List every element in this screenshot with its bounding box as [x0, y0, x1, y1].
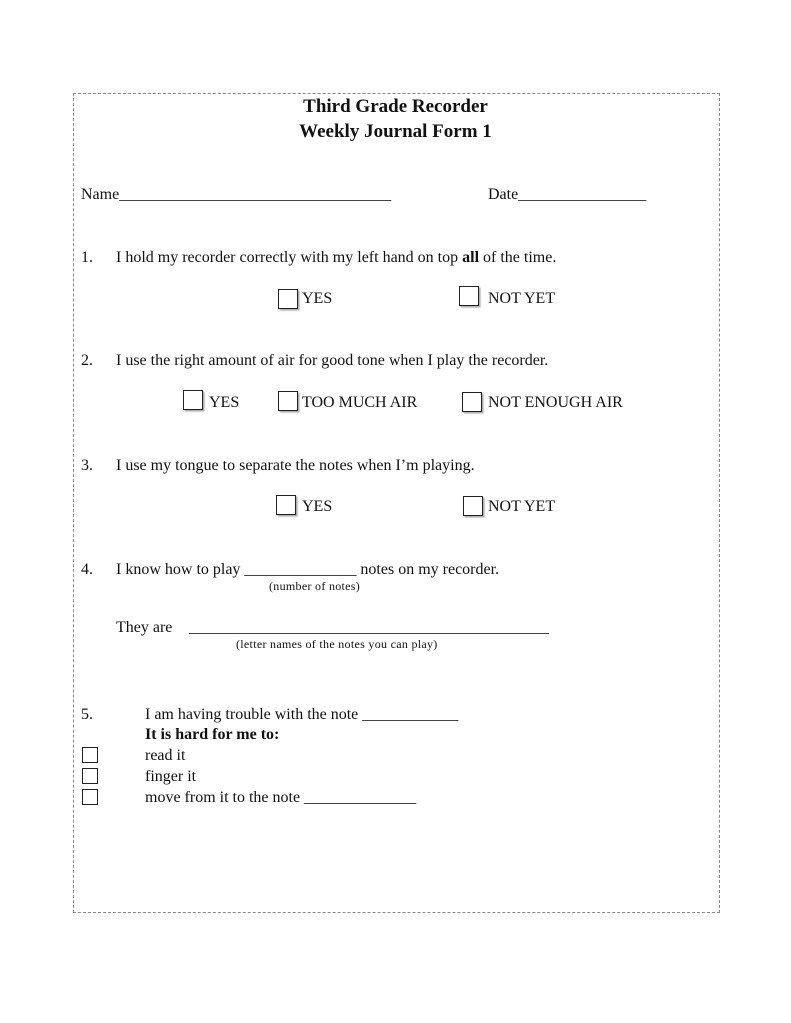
q2-yes-checkbox[interactable] [183, 390, 203, 410]
q2-too-much-air-checkbox[interactable] [278, 391, 298, 411]
name-label: Name [81, 186, 120, 203]
q5-option-finger-it: finger it [145, 768, 197, 785]
q1-text-part: I hold my recorder correctly with my left hand on top [116, 249, 463, 266]
q2-text: I use the right amount of air for good tone when I play the recorder. [116, 352, 549, 369]
q2-yes-label: YES [209, 394, 240, 411]
q5-option-move-from: move from it to the note ______________ [145, 789, 417, 806]
q2-not-enough-air-checkbox[interactable] [462, 392, 482, 412]
q3-yes-checkbox[interactable] [276, 495, 296, 515]
q2-too-much-air-label: TOO MUCH AIR [302, 394, 418, 411]
q5-text: I am having trouble with the note ____________ [145, 706, 459, 723]
q1-not-yet-checkbox[interactable] [459, 286, 479, 306]
q5-subheading: It is hard for me to: [145, 726, 280, 743]
q1-text [116, 250, 556, 266]
date-blank[interactable]: ________________ [518, 186, 647, 203]
q5-move-from-checkbox[interactable] [82, 789, 98, 805]
q1-yes-checkbox[interactable] [278, 289, 298, 309]
q3-yes-label: YES [302, 498, 333, 515]
form-title: Third Grade Recorder [303, 96, 488, 117]
q5-number: 5. [81, 706, 93, 723]
q3-text: I use my tongue to separate the notes when I’m playing. [116, 457, 475, 474]
q4-number: 4. [81, 561, 93, 578]
name-blank[interactable]: __________________________________ [119, 186, 392, 203]
q5-option-read-it: read it [145, 747, 186, 764]
q3-number: 3. [81, 457, 93, 474]
q5-read-it-checkbox[interactable] [82, 747, 98, 763]
q3-not-yet-checkbox[interactable] [463, 496, 483, 516]
q5-finger-it-checkbox[interactable] [82, 768, 98, 784]
q4-they-are-blank[interactable]: _____________________________________________ [189, 619, 549, 636]
q1-not-yet-label: NOT YET [488, 290, 556, 307]
q2-number: 2. [81, 352, 93, 369]
q4-hint-letter-names: (letter names of the notes you can play) [236, 637, 438, 651]
q1-number: 1. [81, 249, 93, 266]
q4-they-are-label: They are [116, 619, 173, 636]
date-label: Date [488, 186, 519, 203]
date-field[interactable] [488, 187, 646, 203]
q1-yes-label: YES [302, 290, 333, 307]
q1-text-part: of the time. [479, 249, 557, 266]
q3-not-yet-label: NOT YET [488, 498, 556, 515]
form-subtitle: Weekly Journal Form 1 [299, 121, 492, 142]
name-field[interactable] [81, 187, 391, 203]
q4-text: I know how to play ______________ notes on my recorder. [116, 561, 500, 578]
q4-hint-number-of-notes: (number of notes) [269, 579, 361, 593]
q1-text-bold: all [462, 249, 480, 266]
q2-not-enough-air-label: NOT ENOUGH AIR [488, 394, 623, 411]
